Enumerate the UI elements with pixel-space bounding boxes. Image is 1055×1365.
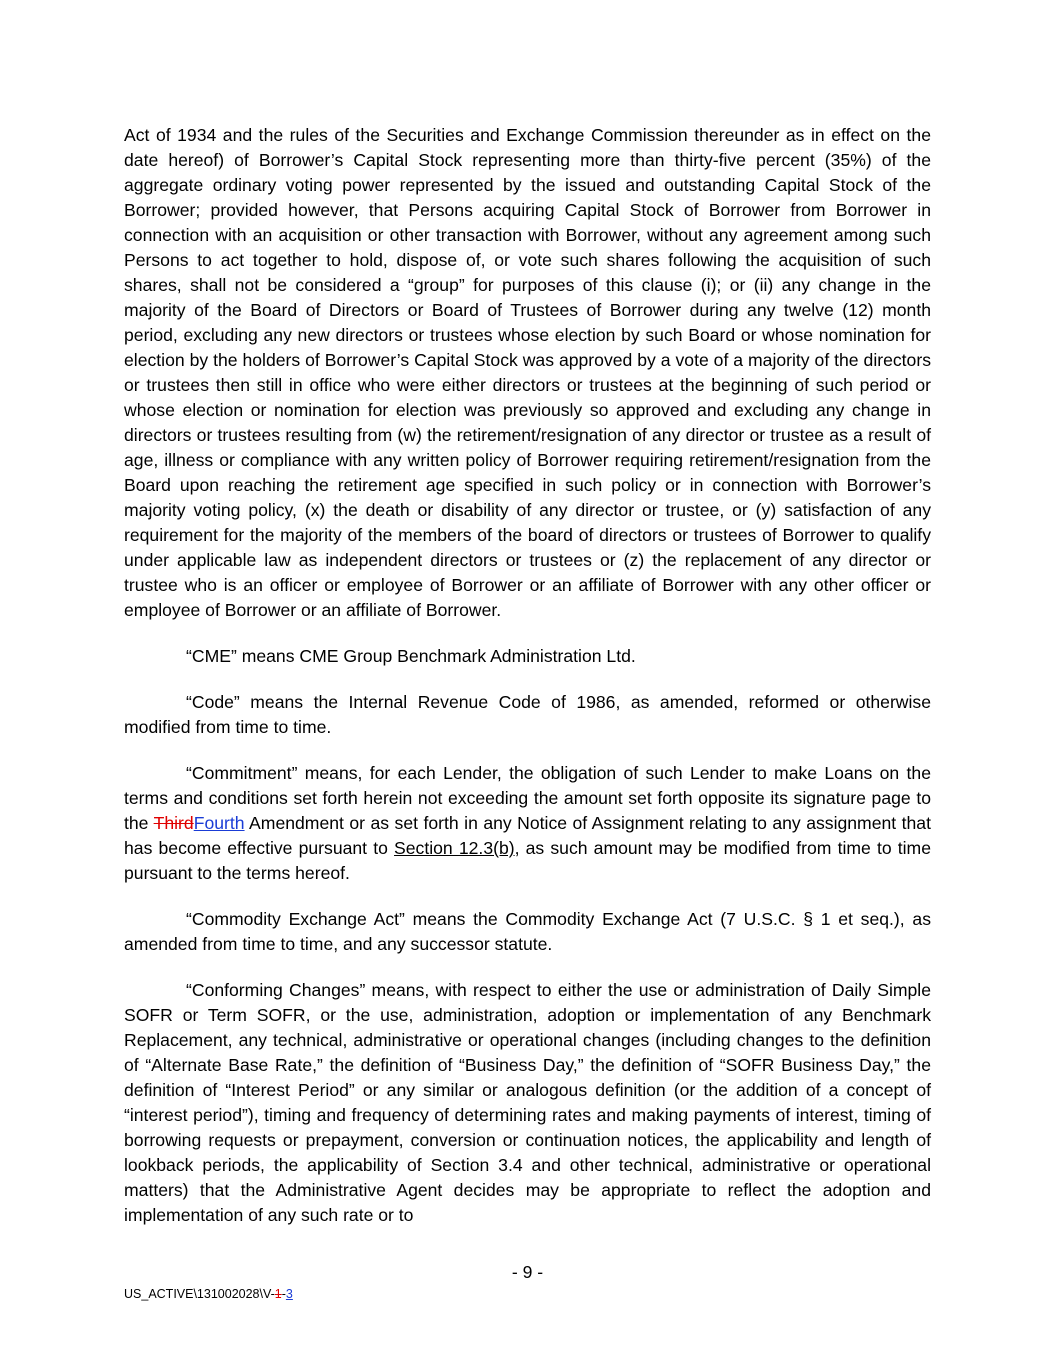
- commitment-text-middle: Amendment or as set forth in any Notice of Assignment relating to any assignment that has become effective pursuant to: [124, 813, 931, 858]
- inserted-text-fourth: Fourth: [193, 813, 245, 833]
- deleted-text-third: Third: [153, 813, 194, 833]
- commitment-text-after: , as such amount may be modified from time to time pursuant to the terms hereof.: [124, 838, 931, 883]
- definition-conforming-changes: “Conforming Changes” means, with respect to either the use or administration of Daily Simple SOFR or Term SOFR, or the use, administration, adoption or implementation of any Benchmark Replacement, any technical, administrative or operational changes (including changes to the definition of “Alternate Base Rate,” the definition of “Business Day,” the definition of “SOFR Business Day,” the definition of “Interest Period” or any similar or analogous definition (or the addition of a concept of “interest period”), timing and frequency of determining rates and making payments of interest, timing of borrowing requests or prepayment, conversion or continuation notices, the applicability and length of lookback periods, the applicability of Section 3.4 and other technical, administrative or operational matters) that the Administrative Agent decides may be appropriate to reflect the adoption and implementation of any such rate or to: [124, 980, 931, 1225]
- definition-commodity-exchange-act: “Commodity Exchange Act” means the Commodity Exchange Act (7 U.S.C. § 1 et seq.), as amended from time to time, and any successor statute.: [124, 909, 931, 954]
- definition-commitment: [124, 761, 931, 886]
- commitment-text-before: “Commitment” means, for each Lender, the obligation of such Lender to make Loans on the terms and conditions set forth herein not exceeding the amount set forth opposite its signature page to the: [124, 763, 931, 833]
- document-id-footer: [124, 1287, 293, 1301]
- page-number: - 9 -: [511, 1262, 544, 1282]
- paragraph-change-of-control-continued: Act of 1934 and the rules of the Securities and Exchange Commission thereunder as in effect on the date hereof) of Borrower’s Capital Stock representing more than thirty-five percent (35%) of the aggregate ordinary voting power represented by the issued and outstanding Capital Stock of the Borrower; provided however, that Persons acquiring Capital Stock of Borrower from Borrower in connection with an acquisition or other transaction with Borrower, without any agreement among such Persons to act together to hold, dispose of, or vote such shares following the acquisition of such shares, shall not be considered a “group” for purposes of this clause (i); or (ii) any change in the majority of the Board of Directors or Board of Trustees of Borrower during any twelve (12) month period, excluding any new directors or trustees whose election by such Board or whose nomination for election by the holders of Borrower’s Capital Stock was approved by a vote of a majority of the directors or trustees then still in office who were either directors or trustees at the beginning of such period or whose election or nomination for election was previously so approved and excluding any change in directors or trustees resulting from (w) the retirement/resignation of any director or trustee as a result of age, illness or compliance with any written policy of Borrower requiring retirement/resignation from the Board upon reaching the retirement age specified in such policy or in connection with Borrower’s majority voting policy, (x) the death or disability of any director or trustee, or (y) satisfaction of any requirement for the majority of the members of the board of directors or trustees of Borrower to qualify under applicable law as independent directors or trustees or (z) the replacement of any director or trustee who is an officer or employee of Borrower or an affiliate of Borrower with any other officer or employee of Borrower or an affiliate of Borrower.: [124, 125, 931, 620]
- doc-id-prefix: US_ACTIVE\131002028\V-: [124, 1287, 275, 1301]
- doc-version-separator: -: [281, 1287, 286, 1301]
- definition-cme: “CME” means CME Group Benchmark Administration Ltd.: [186, 646, 636, 666]
- doc-version-deleted: 1: [274, 1287, 282, 1301]
- doc-version-inserted: 3: [285, 1287, 293, 1301]
- definition-code: “Code” means the Internal Revenue Code of 1986, as amended, reformed or otherwise modified from time to time.: [124, 692, 931, 737]
- section-reference: Section 12.3(b): [394, 838, 515, 858]
- document-body: [124, 123, 931, 1249]
